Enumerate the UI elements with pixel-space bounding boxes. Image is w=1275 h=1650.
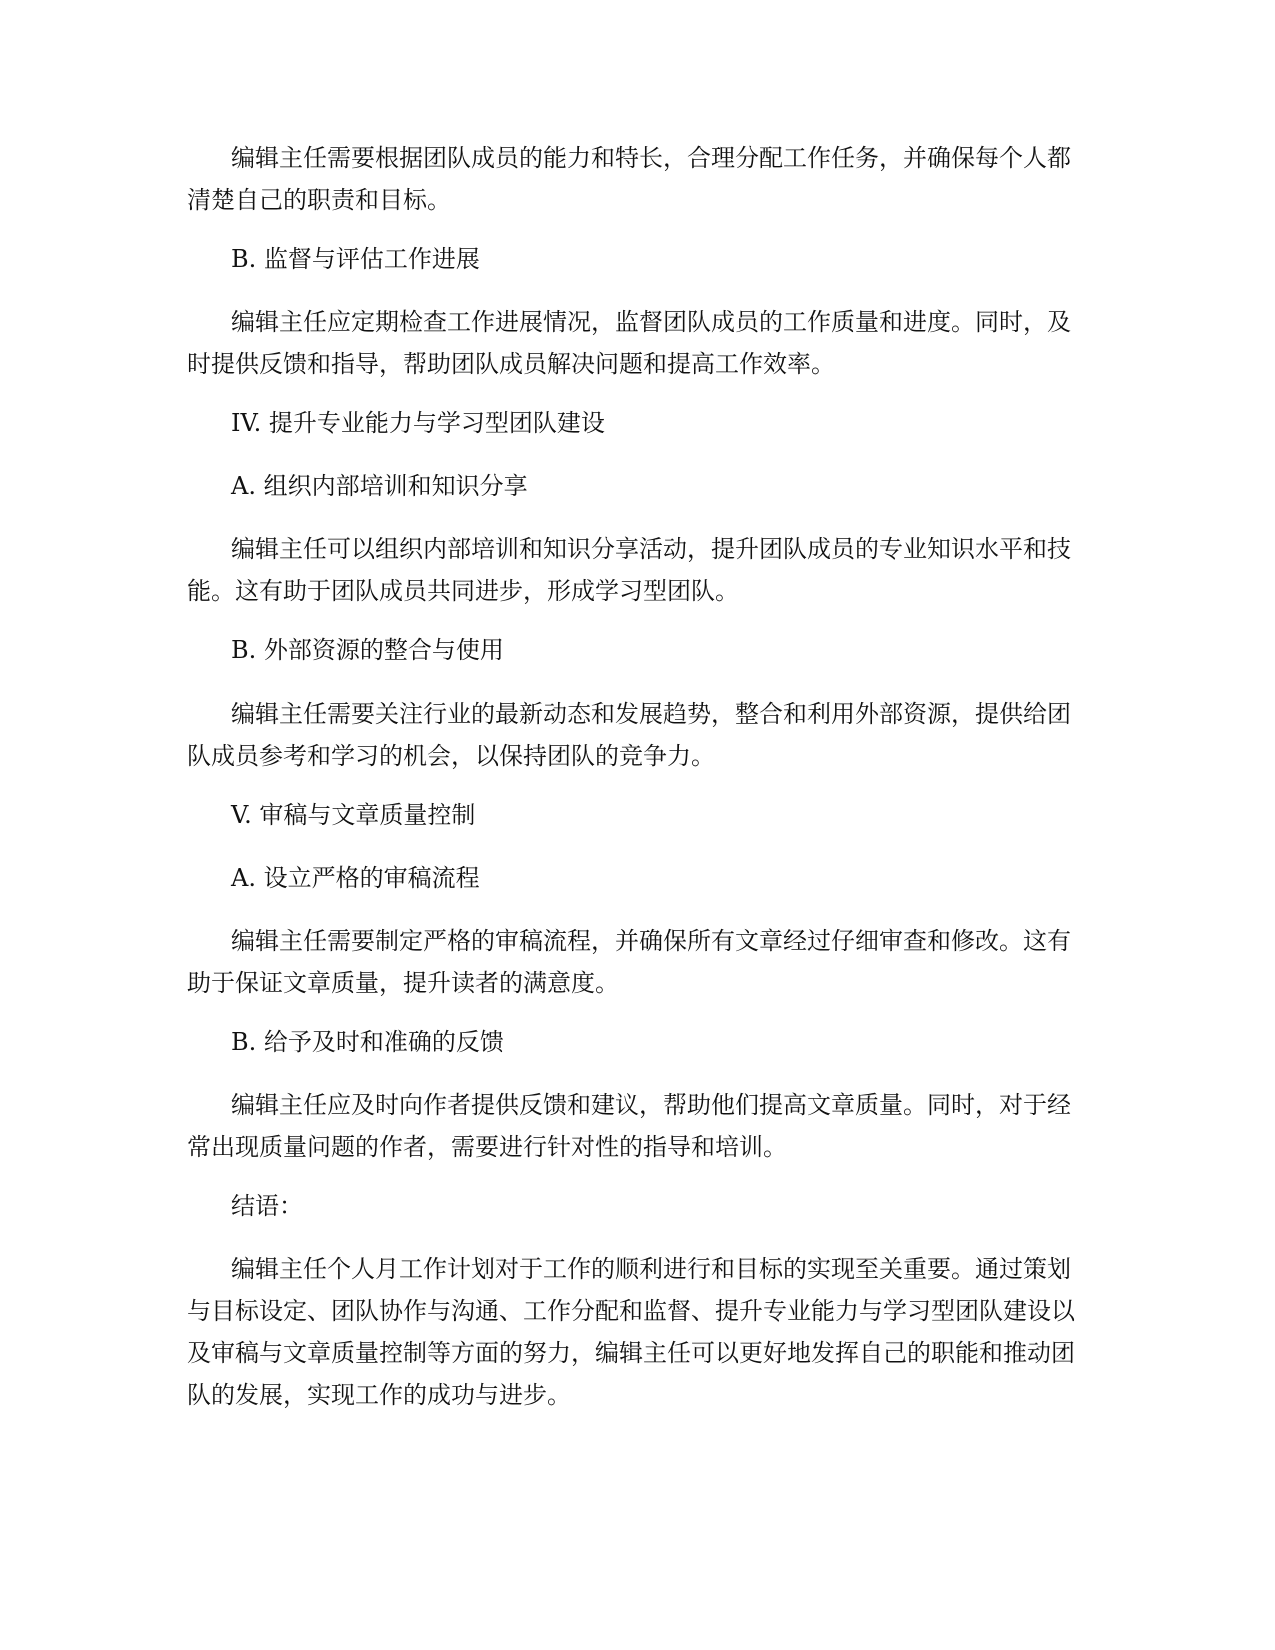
heading-feedback: B. 给予及时和准确的反馈 (231, 1028, 504, 1056)
paragraph-external-resources: 编辑主任需要关注行业的最新动态和发展趋势，整合和利用外部资源，提供给团队成员参考和学习的机会，以保持团队的竞争力。 (187, 700, 1071, 770)
paragraph-feedback: 编辑主任应及时向作者提供反馈和建议，帮助他们提高文章质量。同时，对于经常出现质量问题的作者，需要进行针对性的指导和培训。 (187, 1091, 1071, 1161)
heading-internal-training: A. 组织内部培训和知识分享 (231, 472, 528, 500)
heading-review-process: A. 设立严格的审稿流程 (231, 864, 480, 892)
heading-external-resources: B. 外部资源的整合与使用 (231, 636, 504, 664)
heading-section-v: V. 审稿与文章质量控制 (231, 801, 476, 829)
heading-section-iv: IV. 提升专业能力与学习型团队建设 (231, 409, 605, 437)
paragraph-monitor-progress: 编辑主任应定期检查工作进展情况，监督团队成员的工作质量和进度。同时，及时提供反馈和指导，帮助团队成员解决问题和提高工作效率。 (187, 308, 1071, 378)
heading-conclusion: 结语： (231, 1192, 303, 1220)
paragraph-conclusion: 编辑主任个人月工作计划对于工作的顺利进行和目标的实现至关重要。通过策划与目标设定、团队协作与沟通、工作分配和监督、提升专业能力与学习型团队建设以及审稿与文章质量控制等方面的努力，编辑主任可以更好地发挥自己的职能和推动团队的发展，实现工作的成功与进步。 (187, 1255, 1075, 1409)
heading-monitor-progress: B. 监督与评估工作进展 (231, 245, 480, 273)
paragraph-task-allocation: 编辑主任需要根据团队成员的能力和特长，合理分配工作任务，并确保每个人都清楚自己的职责和目标。 (187, 144, 1071, 214)
paragraph-internal-training: 编辑主任可以组织内部培训和知识分享活动，提升团队成员的专业知识水平和技能。这有助于团队成员共同进步，形成学习型团队。 (187, 535, 1071, 605)
paragraph-review-process: 编辑主任需要制定严格的审稿流程，并确保所有文章经过仔细审查和修改。这有助于保证文章质量，提升读者的满意度。 (187, 927, 1071, 997)
